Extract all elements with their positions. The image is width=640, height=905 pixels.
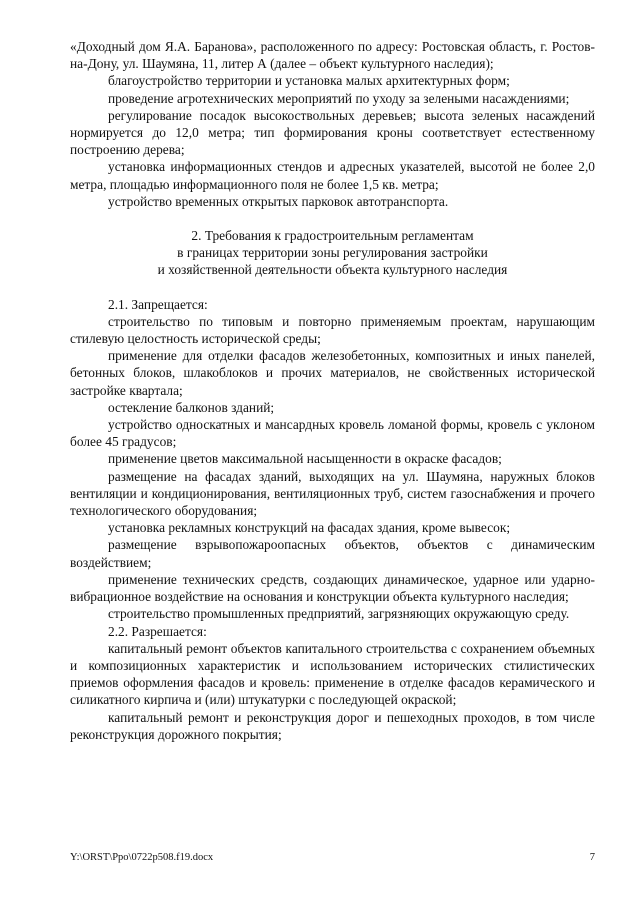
permitted-item: капитальный ремонт объектов капитального строительства с сохранением объемных и композиционных характеристик и использованием исторических стилистических приемов оформления фасадов и кровель: применение в отделке фасадов керамического и силикатного кирпича и (или) штукатурки с последующей окраской;: [70, 640, 595, 708]
section-2-heading-line: 2. Требования к градостроительным регламентам: [191, 228, 474, 244]
prohibited-item: строительство промышленных предприятий, загрязняющих окружающую среду.: [108, 606, 570, 622]
prohibited-item: применение технических средств, создающих динамическое, ударное или ударно-вибрационное воздействие на основания и конструкции объекта культурного наследия;: [70, 571, 595, 605]
prohibited-item: применение цветов максимальной насыщенности в окраске фасадов;: [108, 451, 502, 467]
section-2-heading: [70, 227, 595, 279]
intro-paragraph: «Доходный дом Я.А. Баранова», расположенного по адресу: Ростовская область, г. Ростов-на-Дону, ул. Шаумяна, 11, литер А (далее – объект культурного наследия);: [70, 39, 595, 72]
page-footer: [70, 852, 595, 863]
file-path: Y:\ORST\Ppo\0722p508.f19.docx: [70, 852, 214, 863]
subsection-2-2-title: 2.2. Разрешается:: [108, 623, 207, 639]
prohibited-item: размещение взрывопожароопасных объектов, объектов с динамическим воздействием;: [70, 537, 595, 570]
list1-item: регулирование посадок высокоствольных деревьев; высота зеленых насаждений нормируется до 12,0 метра; тип формирования кроны соответствует естественному построению дерева;: [70, 107, 595, 158]
list1-item: установка информационных стендов и адресных указателей, высотой не более 2,0 метра, площадью информационного поля не более 1,5 кв. метра;: [70, 159, 595, 192]
prohibited-item: остекление балконов зданий;: [108, 399, 275, 415]
list1-item: благоустройство территории и установка малых архитектурных форм;: [108, 73, 510, 89]
prohibited-item: устройство односкатных и мансардных кровель ломаной формы, кровель с уклоном более 45 градусов;: [70, 417, 595, 450]
prohibited-item: применение для отделки фасадов железобетонных, композитных и иных панелей, бетонных блоков, шлакоблоков и прочих материалов, не свойственных исторической застройке квартала;: [70, 348, 595, 398]
document-body: [70, 38, 595, 743]
page-number: 7: [589, 852, 595, 863]
prohibited-item: размещение на фасадах зданий, выходящих на ул. Шаумяна, наружных блоков вентиляции и кондиционирования, вентиляционных труб, систем газоснабжения и прочего технологического оборудования;: [70, 468, 595, 519]
permitted-item: капитальный ремонт и реконструкция дорог и пешеходных проходов, в том числе реконструкция дорожного покрытия;: [70, 709, 595, 742]
prohibited-item: строительство по типовым и повторно применяемым проектам, нарушающим стилевую целостность исторической среды;: [70, 313, 595, 347]
section-2-heading-line: и хозяйственной деятельности объекта культурного наследия: [157, 262, 508, 278]
subsection-2-1-title: 2.1. Запрещается:: [108, 296, 208, 312]
section-2-heading-line: в границах территории зоны регулирования застройки: [177, 245, 488, 261]
list1-item: проведение агротехнических мероприятий по уходу за зелеными насаждениями;: [108, 90, 570, 106]
list1-item: устройство временных открытых парковок автотранспорта.: [108, 193, 449, 209]
prohibited-item: установка рекламных конструкций на фасадах здания, кроме вывесок;: [108, 520, 511, 536]
